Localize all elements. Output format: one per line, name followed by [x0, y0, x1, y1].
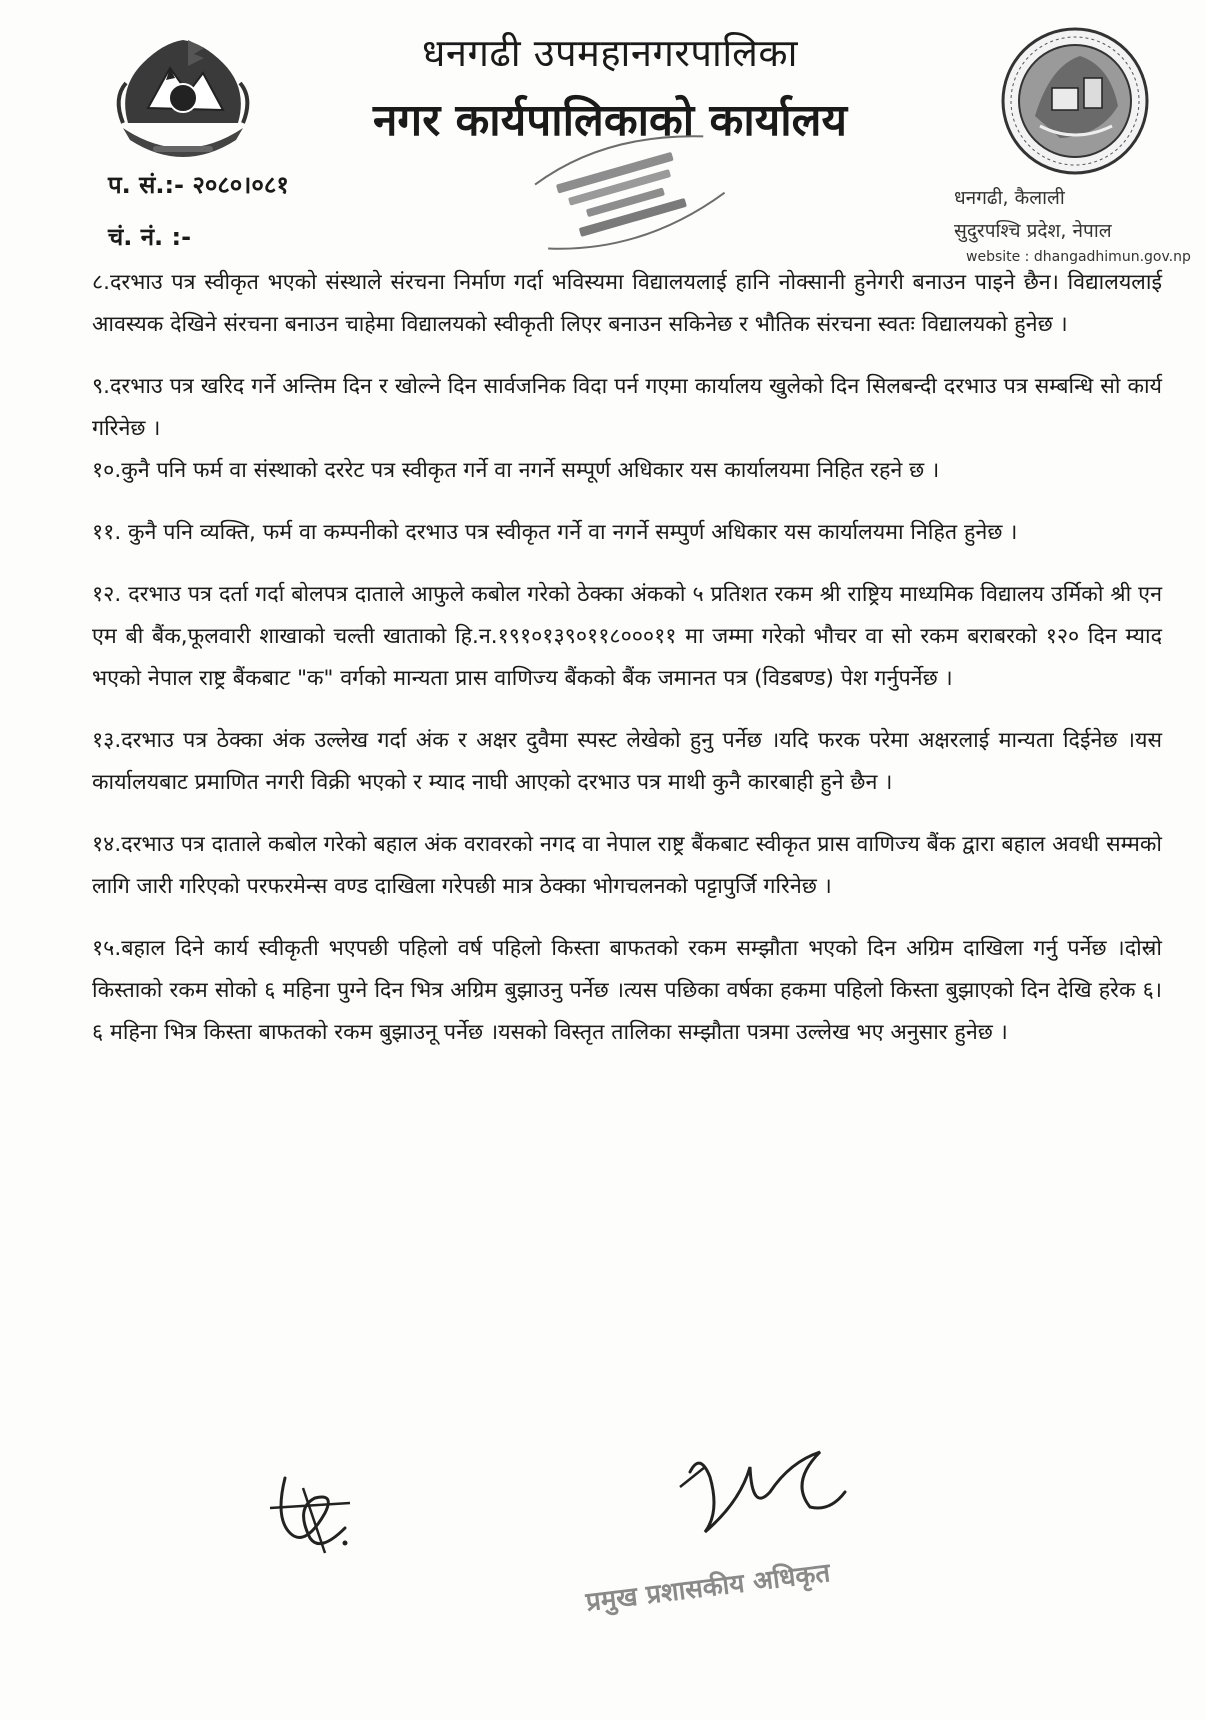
- clause-10: १०.कुनै पनि फर्म वा संस्थाको दररेट पत्र स्वीकृत गर्ने वा नगर्ने सम्पूर्ण अधिकार यस कार्यालयमा निहित रहने छ ।: [92, 458, 940, 483]
- signature-right: [670, 1432, 850, 1542]
- clause-15: १५.बहाल दिने कार्य स्वीकृती भएपछी पहिलो वर्ष पहिलो किस्ता बाफतको रकम सम्झौता भएको दिन अग्रिम दाखिला गर्नु पर्नेछ ।दोस्रो किस्ताको रकम सोको ६ महिना पुग्ने दिन भित्र अग्रिम बुझाउनु पर्नेछ ।त्यस पछिका वर्षका हकमा पहिलो किस्ता बुझाएको दिन देखि हरेक ६।६ महिना भित्र किस्ता बाफतको रकम बुझाउनू पर्नेछ ।यसको विस्तृत तालिका सम्झौता पत्रमा उल्लेख भए अनुसार हुनेछ ।: [92, 936, 1162, 1045]
- website-text: website : dhangadhimun.gov.np: [966, 249, 1191, 265]
- clause-14: १४.दरभाउ पत्र दाताले कबोल गरेको बहाल अंक वरावरको नगद वा नेपाल राष्ट्र बैंकबाट स्वीकृत प्रास वाणिज्य बैंक द्वारा बहाल अवधी सम्मको लागि जारी गरिएको परफरमेन्स वण्ड दाखिला गरेपछी मात्र ठेक्का भोगचलनको पट्टापुर्जि गरिनेछ ।: [92, 832, 1162, 899]
- clause-12: १२. दरभाउ पत्र दर्ता गर्दा बोलपत्र दाताले आफुले कबोल गरेको ठेक्का अंकको ५ प्रतिशत रकम श्री राष्ट्रिय माध्यमिक विद्यालय उर्मिको श्री एन एम बी बैंक,फूलवारी शाखाको चल्ती खाताको हि.न.१९१०१३९०११८०००११ मा जम्मा गरेको भौचर वा सो रकम बराबरको १२० दिन म्याद भएको नेपाल राष्ट्र बैंकबाट "क" वर्गको मान्यता प्रास वाणिज्य बैंकको बैंक जमानत पत्र (विडबण्ड) पेश गर्नुपर्नेछ ।: [92, 582, 1162, 691]
- dispatch-number: चं. नं. :-: [108, 223, 192, 251]
- reference-number: प. सं.:- २०८०।०८१: [108, 171, 289, 199]
- nepal-emblem-icon: [108, 28, 258, 170]
- clauses-list: [92, 262, 1162, 1054]
- org-name: धनगढी उपमहानगरपालिका: [422, 31, 798, 75]
- address-province: सुदुरपश्चि प्रदेश, नेपाल: [954, 220, 1112, 242]
- office-stamp: [520, 130, 730, 250]
- municipality-logo-icon: [1000, 26, 1150, 176]
- office-name: नगर कार्यपालिकाको कार्यालय: [373, 95, 847, 146]
- signature-left: [255, 1458, 365, 1568]
- clause-8: ८.दरभाउ पत्र स्वीकृत भएको संस्थाले संरचना निर्माण गर्दा भविस्यमा विद्यालयलाई हानि नोक्सानी हुनेगरी बनाउन पाइने छैन। विद्यालयलाई आवस्यक देखिने संरचना बनाउन चाहेमा विद्यालयको स्वीकृती लिएर बनाउन सकिनेछ र भौतिक संरचना स्वतः विद्यालयको हुनेछ ।: [92, 270, 1162, 337]
- clause-11: ११. कुनै पनि व्यक्ति, फर्म वा कम्पनीको दरभाउ पत्र स्वीकृत गर्ने वा नगर्ने सम्पुर्ण अधिकार यस कार्यालयमा निहित हुनेछ ।: [92, 520, 1018, 545]
- address-city: धनगढी, कैलाली: [954, 187, 1065, 209]
- clause-9: ९.दरभाउ पत्र खरिद गर्ने अन्तिम दिन र खोल्ने दिन सार्वजनिक विदा पर्न गएमा कार्यालय खुलेको दिन सिलबन्दी दरभाउ पत्र सम्बन्धि सो कार्य गरिनेछ ।: [92, 374, 1162, 441]
- signatory-title: प्रमुख प्रशासकीय अधिकृत: [584, 1558, 832, 1618]
- clause-13: १३.दरभाउ पत्र ठेक्का अंक उल्लेख गर्दा अंक र अक्षर दुवैमा स्पस्ट लेखेको हुनु पर्नेछ ।यदि फरक परेमा अक्षरलाई मान्यता दिईनेछ ।यस कार्यालयबाट प्रमाणित नगरी विक्री भएको र म्याद नाघी आएको दरभाउ पत्र माथी कुनै कारबाही हुने छैन ।: [92, 728, 1162, 795]
